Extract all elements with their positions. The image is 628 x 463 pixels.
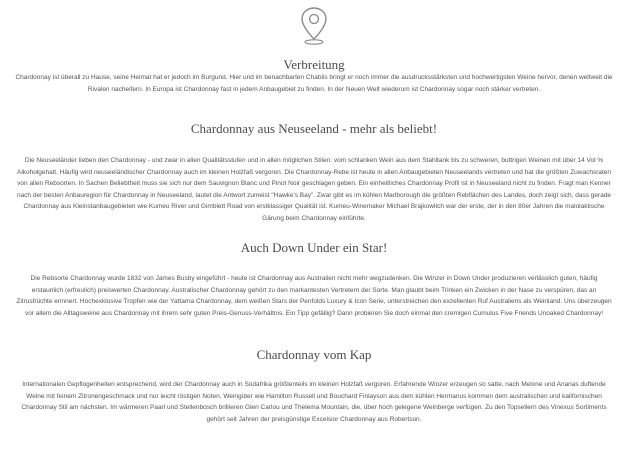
- section-heading-australien: Auch Down Under ein Star!: [240, 240, 388, 255]
- section-text-kap: Internationalen Gepflogenheiten entsprechend, wird der Chardonnay auch in Südafrika größtenteils im kleinen Holzfaß vergoren. Erfahrende Winzer erzeugen so satte, nach Melone und Ananas duftende Weine mit feinem Zitronengeschmack und nur leicht röstigen Noten. Weingüter wie Hamilton Russell und Bouchard Finlayson aus dem kühlen Hermanus kommen dem australischen und kalifornischen Chardonnay Stil am nächsten. Im wärmeren Paarl und Stellenbosch brillieren Glen Carlou und Thelema Mountain, die, über hoch gelegene Weinberge verfügen. Zu den Topsellern des Vinexus Sortiments gehört seit Jahren der preisgünstige Excelsior Chardonnay aus Robertson.: [21, 381, 607, 423]
- section-heading-kap: Chardonnay vom Kap: [256, 347, 372, 362]
- section-text-australien: Die Rebsorte Chardonnay wurde 1832 von James Busby eingeführt - heute ist Chardonnay aus Australien nicht mehr wegzudenken. Die Winzer in Down Under produzieren verlässlich guten, häufig erstaunlich (erfreulich) preiswerten Chardonnay. Australischer Chardonnay gehört zu den markantesten Vertretern der Sorte. Man glaubt beim Trinken ein Zwicken in der Nase zu verspüren, das an Zitrusfrüchte erinnert. Hochexklusive Tropfen wie der Yattarna Chardonnay, dem weißen Stars der Penfolds Luxury & Icon Serie, unterstreichen den exzellenten Ruf Australiens als Weinland. Uns überzeugen vor allem die Alltagsweine aus Chardonnay mit ihrem sehr guten Preis-Genuss-Verhältnis. Ein Tipp gefällig? Dann probieren Sie doch einmal den cremigen Cumulus Five Friends Unoaked Chardonnay!: [16, 275, 612, 317]
- section-heading-verbreitung: Verbreitung: [283, 57, 345, 72]
- section-heading-neuseeland: Chardonnay aus Neuseeland - mehr als beliebt!: [190, 121, 438, 136]
- section-text-verbreitung: Chardonnay ist überall zu Hause, seine Heimat hat er jedoch im Burgund. Hier und im benachbarten Chablis bringt er noch immer die ausdrucksstärksten und hochwertigsten Weine hervor, denen weltweit die Rivalen nacheifern. In Europa ist Chardonnay fast in jedem Anbaugebiet zu finden. In der Neuen Welt wiederum ist Chardonnay sogar noch stärker vertreten.: [15, 74, 613, 93]
- map-pin-icon: [299, 6, 329, 46]
- section-text-neuseeland: Die Neuseeländer lieben den Chardonnay - und zwar in allen Qualitätsstufen und in allen möglichen Stilen: vom schlanken Wein aus dem Stahltank bis zu schweren, buttrigen Weinen mit über 14 Vol % Alkoholgehalt. Häufig wird neuseeländischer Chardonnay auch im kleinen Holzfaß vergoren. Die Chardonnay-Rebe ist heute in allen Anbaugebieten Neuseelands vertreten und hat die größten Zuwachsraten von allen Rebsorten. In Sachen Beliebtheit muss sie sich nur dem Sauvignon Blanc und Pinot Noir geschlagen geben. Ein einheitliches Chardonnay Profil ist in Neuseeland nicht zu finden. Fragt man Kenner nach der besten Anbauregion für Chardonnay in Neuseeland, lautet die Antwort zumeist "Hawke's Bay". Zwar gibt es im kühlen Marlborough die größten Rebflächen des Landes, doch zeigt sich, dass gerade Chardonnay aus Kleinstanbaugebieten wie Kumeu River und Gimblett Road von erstklassiger Qualität ist. Kumeu-Winemaker Michael Brajkowitch war der erste, der in den 80er Jahren die malolaktische Gärung beim Chardonnay einführte.: [16, 157, 612, 222]
